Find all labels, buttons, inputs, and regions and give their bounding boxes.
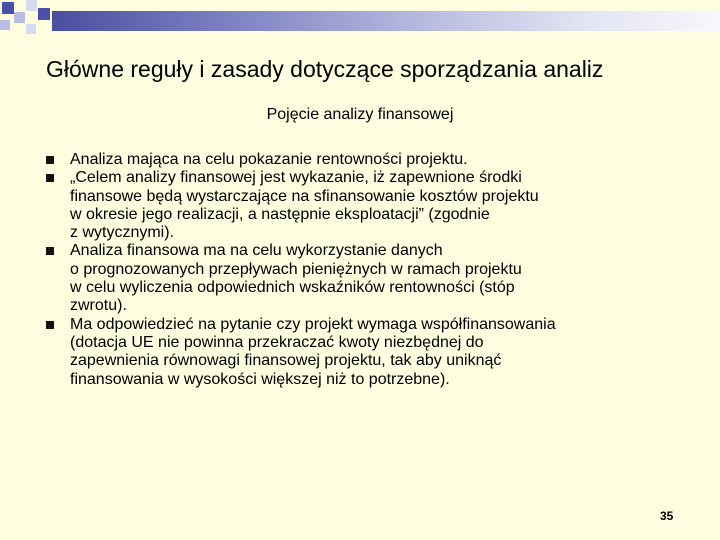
- bullet-square-icon: [46, 321, 54, 329]
- decor-square: [14, 12, 25, 23]
- header-gradient-bar: [52, 11, 720, 31]
- slide-subtitle: Pojęcie analizy finansowej: [266, 106, 454, 123]
- bullet-item: [46, 242, 696, 315]
- bullet-item: [46, 316, 696, 389]
- bullet-item: [46, 169, 696, 242]
- decor-square: [0, 20, 10, 30]
- decor-square: [2, 2, 14, 14]
- bullet-item: [46, 151, 696, 169]
- bullet-list: [46, 151, 696, 389]
- page-number: 35: [660, 509, 674, 523]
- decor-square: [26, 0, 37, 11]
- decor-square: [38, 8, 50, 20]
- bullet-text: Analiza mająca na celu pokazanie rentowności projektu.: [70, 151, 468, 168]
- bullet-square-icon: [46, 156, 54, 164]
- bullet-square-icon: [46, 247, 54, 255]
- bullet-text: „Celem analizy finansowej jest wykazanie, iż zapewnione środki finansowe będą wystarczające na sfinansowanie kosztów projektu w okresie jego realizacji, a następnie eksploatacji” (zgodnie z wytycznymi).: [70, 169, 539, 242]
- slide-title: Główne reguły i zasady dotyczące sporządzania analiz: [46, 56, 604, 82]
- bullet-square-icon: [46, 174, 54, 182]
- decor-square: [26, 24, 36, 34]
- bullet-text: Analiza finansowa ma na celu wykorzystanie danych o prognozowanych przepływach pieniężnych w ramach projektu w celu wyliczenia odpowiednich wskaźników rentowności (stóp zwrotu).: [70, 242, 522, 315]
- bullet-text: Ma odpowiedzieć na pytanie czy projekt wymaga współfinansowania (dotacja UE nie powinna przekraczać kwoty niezbędnej do zapewnienia równowagi finansowej projektu, tak aby uniknąć finansowania w wysokości większej niż to potrzebne).: [70, 315, 556, 388]
